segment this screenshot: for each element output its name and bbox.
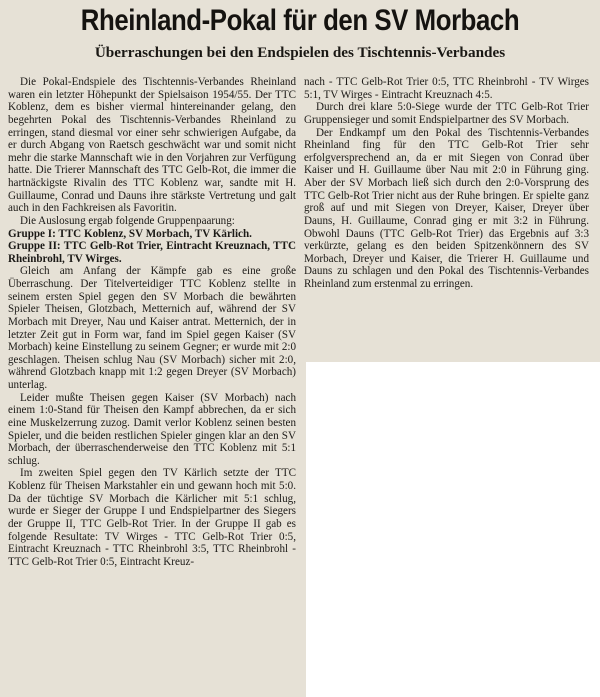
paragraph-second-match: Im zweiten Spiel gegen den TV Kärlich setzte der TTC Koblenz für Theisen Markstahler ein und gewann hoch mit 5:0. Da der tüchtige SV Morbach die Kärlicher mit 5:1 schlug, wurde er Sieger der Gruppe I und Endspielpartner des Siegers der Gruppe II, TTC Gelb-Rot Trier. In der Gruppe II gab es folgende Resultate: TV Wirges - TTC Gelb-Rot Trier 0:5, Eintracht Kreuznach - TTC Rheinbrohl 3:5, TTC Rheinbrohl - TTC Gelb-Rot Trier 0:5, Eintracht Kreuz- (8, 467, 296, 568)
paragraph-first-match: Gleich am Anfang der Kämpfe gab es eine große Überraschung. Der Titelverteidiger TTC Koblenz stellte in seinem ersten Spiel gegen den SV Morbach die bewährten Spieler Theisen, Glotzbach, Metternich auf, während der SV Morbach mit Dreyer, Nau und Kaiser antrat. Metternich, der in letzter Zeit gut in Form war, fand im Spiel gegen Kaiser (SV Morbach) keine Einstellung zu seinem Gegner; er wurde mit 2:0 geschlagen. Theisen schlug Nau (SV Morbach) sicher mit 2:0, während Glotzbach knapp mit 1:2 gegen Dreyer (SV Morbach) unterlag. (8, 265, 296, 391)
article-subheadline: Überraschungen bei den Endspielen des Tischtennis-Verbandes (94, 44, 506, 61)
article-column-left (8, 76, 296, 568)
article-column-right (304, 76, 589, 291)
article-headline: Rheinland-Pokal für den SV Morbach (80, 4, 520, 37)
blank-page-area (306, 362, 600, 697)
paragraph-final: Der Endkampf um den Pokal des Tischtennis-Verbandes Rheinland fing für den TTC Gelb-Rot Trier sehr erfolgversprechend an, da er mit Siegen von Conrad über Kaiser und H. Guillaume über Nau mit 2:0 in Führung ging. Aber der SV Morbach ließ sich durch den 2:0-Vorsprung des TTC Gelb-Rot Trier nicht aus der Ruhe bringen. Er spielte ganz groß auf und mit Siegen von Dreyer, Kaiser, Dreyer über Dauns, H. Guillaume, Conrad ging er mit 3:2 in Führung. Obwohl Dauns (TTC Gelb-Rot Trier) das Ergebnis auf 3:3 verkürzte, gelang es den beiden Spitzenkönnern des SV Morbach, Dreyer und Kaiser, die Trierer H. Guillaume und Dauns zu schlagen und den Pokal des Tischtennis-Verbandes Rheinland zum erstenmal zu erringen. (304, 126, 589, 290)
paragraph-group-winner: Durch drei klare 5:0-Siege wurde der TTC Gelb-Rot Trier Gruppensieger und somit Endspielpartner des SV Morbach. (304, 101, 589, 126)
group-two (8, 240, 296, 265)
group-two-teams: TTC Gelb-Rot Trier, Eintracht Kreuznach, TTC Rheinbrohl, TV Wirges. (8, 240, 296, 265)
group-two-label: Gruppe II: (8, 240, 61, 253)
paragraph-injury: Leider mußte Theisen gegen Kaiser (SV Morbach) nach einem 1:0-Stand für Theisen den Kampf abbrechen, da er sich eine Muskelzerrung zuzog. Damit verlor Koblenz seinen besten Spieler, und die beiden restlichen Spieler gingen klar an den SV Morbach, der überraschenderweise den TTC Koblenz mit 5:1 schlug. (8, 391, 296, 467)
paragraph-intro: Die Pokal-Endspiele des Tischtennis-Verbandes Rheinland waren ein letzter Höhepunkt der Spielsaison 1954/55. Der TTC Koblenz, dem es bisher viermal hintereinander gelang, den begehrten Pokal des Tischtennis-Verbandes Rheinland zu erringen, stand diesmal vor einer sehr schwierigen Aufgabe, da er durch Abgang von Raetsch geschwächt war und somit nicht mehr die starke Mannschaft wie in den Vorjahren zur Verfügung hatte. Die Trierer Mannschaft des TTC Gelb-Rot, die immer die hartnäckigste Rivalin des TTC Koblenz war, sandte mit H. Guillaume, Conrad und Dauns ihre stärkste Vertretung und galt auch in den Fachkreisen als Favoritin. (8, 76, 296, 215)
group-one-teams: TTC Koblenz, SV Morbach, TV Kärlich. (58, 227, 252, 240)
group-one-label: Gruppe I: (8, 227, 56, 240)
paragraph-continued-results: nach - TTC Gelb-Rot Trier 0:5, TTC Rheinbrohl - TV Wirges 5:1, TV Wirges - Eintracht Kreuznach 4:5. (304, 76, 589, 101)
group-one (8, 228, 296, 241)
paragraph-draw: Die Auslosung ergab folgende Gruppenpaarung: (20, 214, 235, 227)
